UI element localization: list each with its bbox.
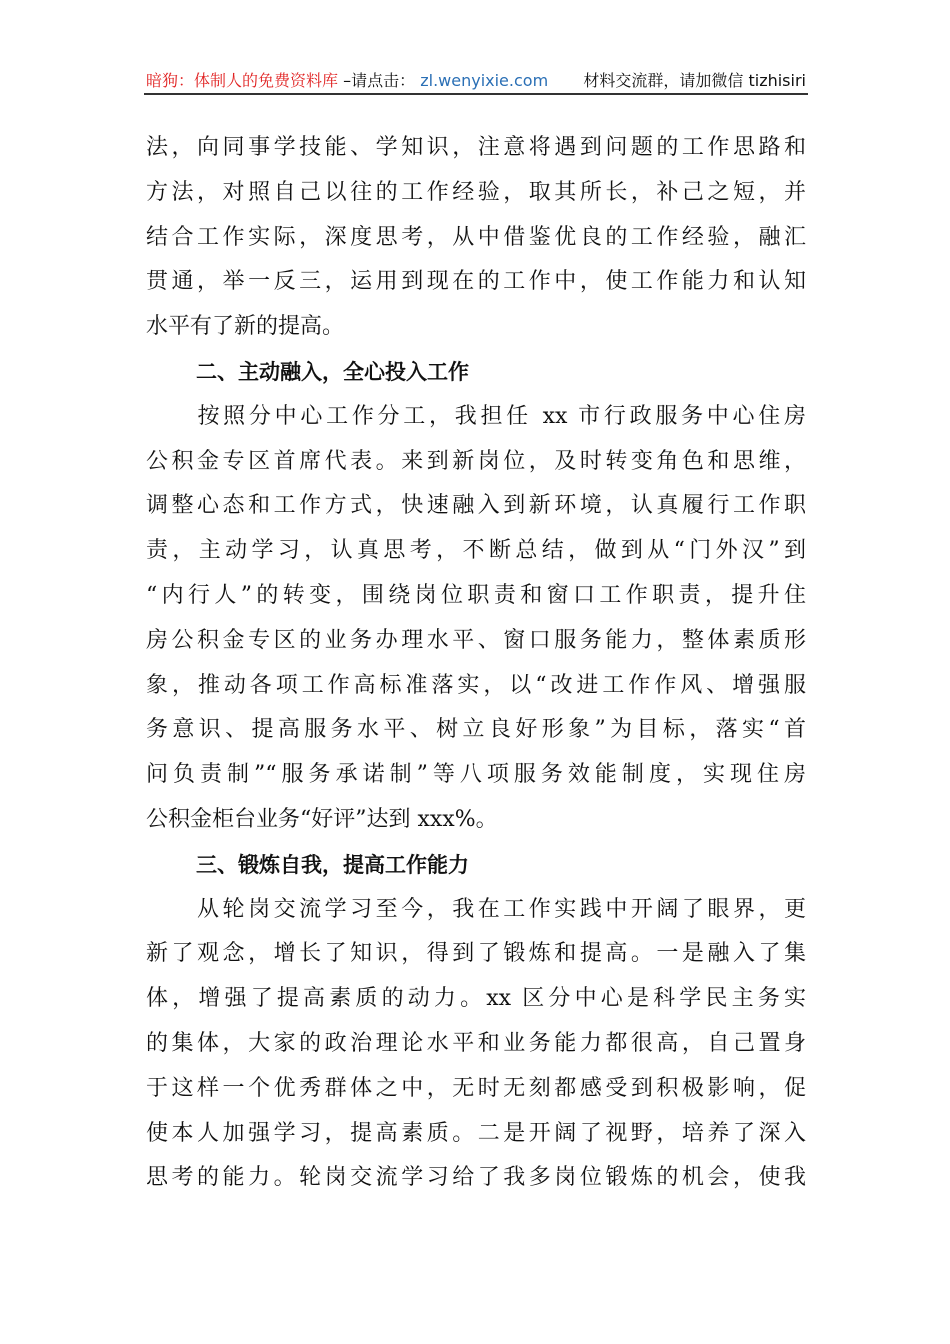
paragraph-line: 公积金专区首席代表。来到新岗位，及时转变角色和思维， [146,448,806,474]
paragraph-line: 的集体，大家的政治理论水平和业务能力都很高，自己置身 [146,1030,806,1056]
paragraph-line: 问负责制”“服务承诺制”等八项服务效能制度，实现住房 [146,762,806,788]
paragraph-line: 公积金柜台业务“好评”达到 xxx%。 [146,806,498,832]
paragraph-line: 水平有了新的提高。 [146,314,345,340]
header-divider [144,93,808,95]
paragraph-line: 结合工作实际，深度思考，从中借鉴优良的工作经验，融汇 [146,224,806,250]
paragraph-line: 责，主动学习，认真思考，不断总结，做到从“门外汉”到 [146,538,806,564]
paragraph-line: 新了观念，增长了知识，得到了锻炼和提高。一是融入了集 [146,941,806,967]
header-wechat-note: 材料交流群，请加微信 tizhisiri [583,71,806,90]
paragraph-line: 思考的能力。轮岗交流学习给了我多岗位锻炼的机会，使我 [146,1165,806,1191]
paragraph-line: 从轮岗交流学习至今，我在工作实践中开阔了眼界，更 [146,896,806,922]
paragraph-line: 务意识、提高服务水平、树立良好形象”为目标，落实“首 [146,717,806,743]
paragraph-line: 于这样一个优秀群体之中，无时无刻都感受到积极影响，促 [146,1075,806,1101]
paragraph-line: “内行人”的转变，围绕岗位职责和窗口工作职责，提升住 [146,582,806,608]
header-url-link[interactable]: zl.wenyixie.com [420,71,549,90]
section-heading: 二、主动融入，全心投入工作 [196,359,469,384]
paragraph-line: 方法，对照自己以往的工作经验，取其所长，补己之短，并 [146,179,806,205]
section-heading: 三、锻炼自我，提高工作能力 [196,852,469,877]
paragraph-line: 贯通，举一反三，运用到现在的工作中，使工作能力和认知 [146,269,806,295]
paragraph-line: 调整心态和工作方式，快速融入到新环境，认真履行工作职 [146,493,806,519]
header-click-prompt: –请点击： [343,71,416,90]
page-header [146,68,806,92]
paragraph-line: 象，推动各项工作高标准落实，以“改进工作作风、增强服 [146,672,806,698]
document-body [146,126,806,1201]
paragraph-line: 体，增强了提高素质的动力。xx 区分中心是科学民主务实 [146,986,806,1012]
paragraph-line: 法，向同事学技能、学知识，注意将遇到问题的工作思路和 [146,135,806,160]
paragraph-line: 按照分中心工作分工，我担任 xx 市行政服务中心住房 [146,403,806,429]
paragraph-line: 房公积金专区的业务办理水平、窗口服务能力，整体素质形 [146,627,806,653]
header-brand: 暗狗：体制人的免费资料库 [146,71,339,90]
paragraph-line: 使本人加强学习，提高素质。二是开阔了视野，培养了深入 [146,1120,806,1146]
